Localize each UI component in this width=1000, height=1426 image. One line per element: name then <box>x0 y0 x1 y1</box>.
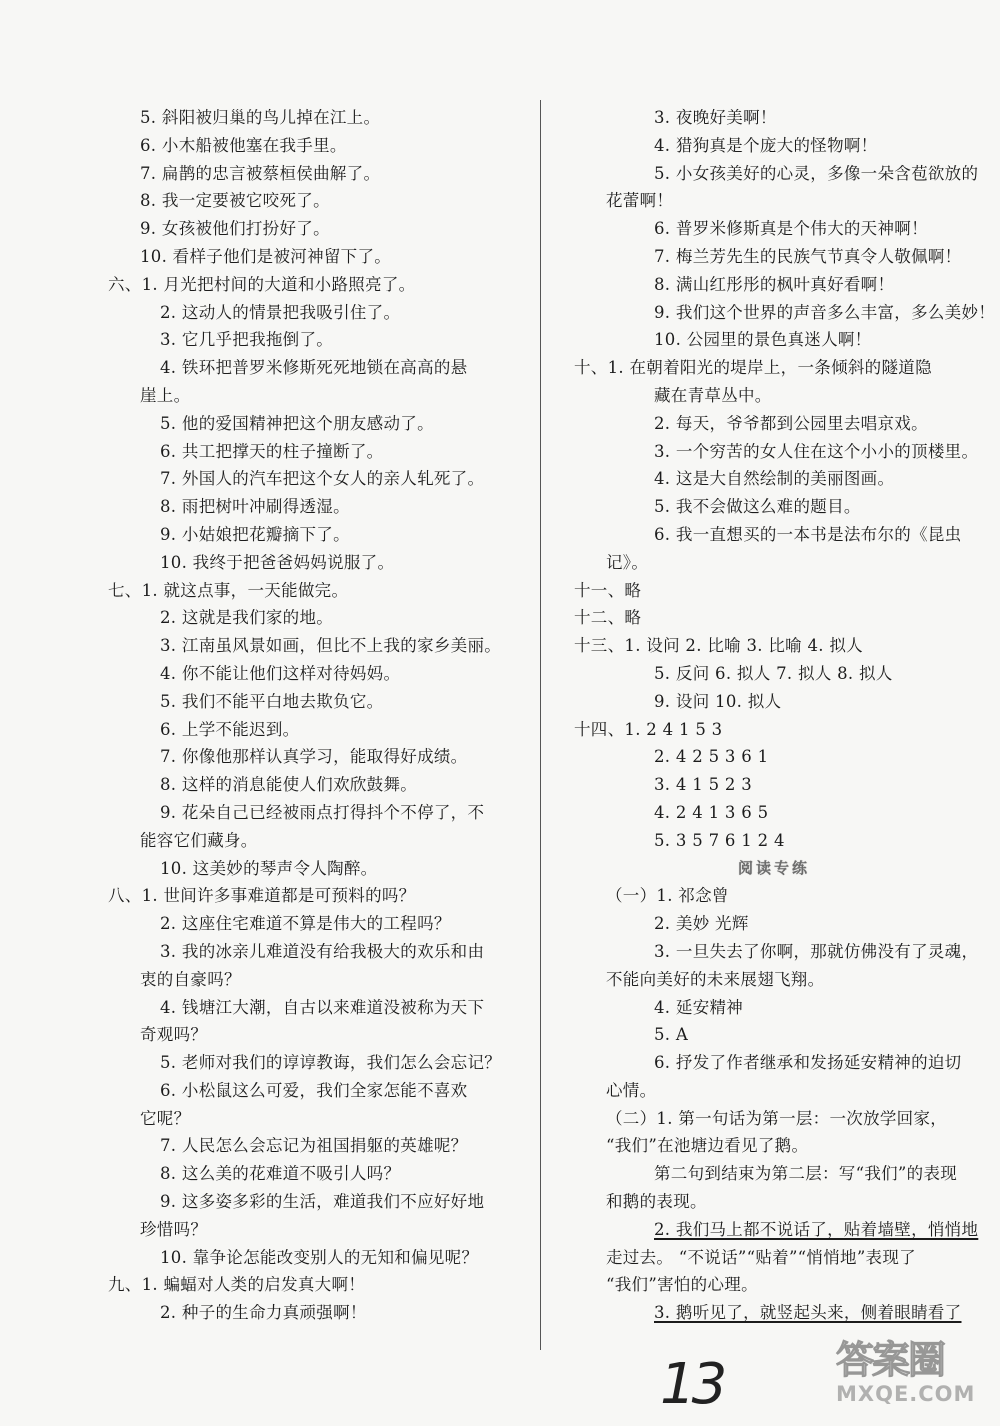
answer-line: 7. 外国人的汽车把这个女人的亲人轧死了。 <box>160 469 485 489</box>
answer-line: 走过去。 “不说话”“贴着”“悄悄地”表现了 <box>606 1247 916 1267</box>
answer-line: 2. 种子的生命力真顽强啊！ <box>160 1303 367 1323</box>
answer-line: 10. 我终于把爸爸妈妈说服了。 <box>160 552 395 572</box>
answer-line: 它呢？ <box>140 1108 191 1128</box>
answer-line: 5. 我们不能平白地去欺负它。 <box>160 691 384 711</box>
answer-line: 2. 4 2 5 3 6 1 <box>654 747 769 767</box>
answer-line: 3. 夜晚好美啊！ <box>654 108 777 127</box>
answer-line: 3. 4 1 5 2 3 <box>654 775 753 795</box>
answer-line: 3. 江南虽风景如画，但比不上我的家乡美丽。 <box>160 636 502 656</box>
answer-line: 8. 我一定要被它咬死了。 <box>140 191 330 211</box>
answer-line: 6. 上学不能迟到。 <box>160 719 300 739</box>
answer-line: 崖上。 <box>140 385 191 405</box>
answer-line: 6. 抒发了作者继承和发扬延安精神的迫切 <box>654 1053 962 1073</box>
answer-line: 7. 你像他那样认真学习，能取得好成绩。 <box>160 747 468 767</box>
right-column <box>574 104 996 1327</box>
answer-line: 能容它们藏身。 <box>140 830 258 850</box>
answer-line: 3. 一个穷苦的女人住在这个小小的顶楼里。 <box>654 441 979 461</box>
answer-line: 2. 这动人的情景把我吸引住了。 <box>160 302 401 322</box>
answer-line: 9. 花朵自己已经被雨点打得抖个不停了，不 <box>160 802 485 822</box>
answer-line: 9. 这多姿多彩的生活，难道我们不应好好地 <box>160 1192 485 1212</box>
answer-line: 十四、1. 2 4 1 5 3 <box>574 719 723 739</box>
answer-line: 10. 靠争论怎能改变别人的无知和偏见呢？ <box>160 1247 479 1267</box>
answer-line: 8. 这样的消息能使人们欢欣鼓舞。 <box>160 775 418 795</box>
answer-line: 5. 斜阳被归巢的鸟儿掉在江上。 <box>140 108 381 127</box>
answer-line: 8. 这么美的花难道不吸引人吗？ <box>160 1164 401 1184</box>
answer-line: 9. 女孩被他们打扮好了。 <box>140 219 330 239</box>
answer-line: 藏在青草丛中。 <box>654 385 772 405</box>
column-divider <box>540 100 541 1350</box>
answer-line: 八、1. 世间许多事难道都是可预料的吗？ <box>108 886 416 906</box>
answer-line: 七、1. 就这点事，一天能做完。 <box>108 580 349 600</box>
answer-line: 5. A <box>654 1025 689 1045</box>
answer-line: 十三、1. 设问 2. 比喻 3. 比喻 4. 拟人 <box>574 636 863 656</box>
answer-line: 3. 它几乎把我拖倒了。 <box>160 330 334 350</box>
answer-line: 7. 梅兰芳先生的民族气节真令人敬佩啊！ <box>654 246 962 266</box>
answer-line: （二）1. 第一句话为第一层：一次放学回家， <box>606 1108 948 1128</box>
answer-line: 花蕾啊！ <box>606 191 674 211</box>
answer-line: （一）1. 祁念曾 <box>606 886 729 906</box>
watermark-logo-text: 答案圈 <box>836 1338 945 1382</box>
answer-line: 记》。 <box>606 552 649 572</box>
answer-line: 8. 雨把树叶冲刷得透湿。 <box>160 497 350 517</box>
answer-line: 6. 小松鼠这么可爱，我们全家怎能不喜欢 <box>160 1080 468 1100</box>
answer-line: “我们”在池塘边看见了鹅。 <box>606 1136 809 1156</box>
answer-line: 5. 老师对我们的谆谆教诲，我们怎么会忘记？ <box>160 1053 502 1073</box>
answer-line: 6. 我一直想买的一本书是法布尔的《昆虫 <box>654 524 962 544</box>
answer-line: 4. 猎狗真是个庞大的怪物啊！ <box>654 135 878 155</box>
answer-line: 4. 延安精神 <box>654 997 744 1017</box>
answer-line: 6. 共工把撑天的柱子撞断了。 <box>160 441 384 461</box>
answer-line: 7. 人民怎么会忘记为祖国捐躯的英雄呢？ <box>160 1136 468 1156</box>
answer-line: 十、1. 在朝着阳光的堤岸上，一条倾斜的隧道隐 <box>574 358 932 378</box>
answer-line: 6. 普罗米修斯真是个伟大的天神啊！ <box>654 219 928 239</box>
answer-line: 第二句到结束为第二层：写“我们”的表现 <box>654 1164 958 1184</box>
answer-line: 4. 2 4 1 3 6 5 <box>654 802 769 822</box>
left-column <box>108 104 528 1327</box>
answer-line: 10. 公园里的景色真迷人啊！ <box>654 330 872 350</box>
answer-line: 不能向美好的未来展翅飞翔。 <box>606 969 825 989</box>
answer-line: 6. 小木船被他塞在我手里。 <box>140 135 347 155</box>
answer-line: 9. 我们这个世界的声音多么丰富，多么美妙！ <box>654 302 996 322</box>
answer-line: 和鹅的表现。 <box>606 1192 707 1212</box>
answer-line <box>574 1216 979 1244</box>
answer-line: 10. 这美妙的琴声令人陶醉。 <box>160 858 378 878</box>
section-heading: 阅读专练 <box>737 858 810 877</box>
answer-line: 珍惜吗？ <box>140 1219 208 1239</box>
answer-line: 4. 你不能让他们这样对待妈妈。 <box>160 663 401 683</box>
answer-line: 8. 满山红彤彤的枫叶真好看啊！ <box>654 274 895 294</box>
answer-line: 奇观吗？ <box>140 1025 208 1045</box>
answer-line: 7. 扁鹊的忠言被蔡桓侯曲解了。 <box>140 163 381 183</box>
answer-line: 5. 小女孩美好的心灵，多像一朵含苞欲放的 <box>654 163 979 183</box>
answer-line: 4. 铁环把普罗米修斯死死地锁在高高的悬 <box>160 358 468 378</box>
answer-line: 3. 我的冰亲儿难道没有给我极大的欢乐和由 <box>160 941 485 961</box>
answer-line: 5. 他的爱国精神把这个朋友感动了。 <box>160 413 434 433</box>
answer-line: 5. 3 5 7 6 1 2 4 <box>654 830 785 850</box>
answer-line: 5. 我不会做这么难的题目。 <box>654 497 861 517</box>
answer-line: 9. 小姑娘把花瓣摘下了。 <box>160 524 350 544</box>
answer-line: 2. 这就是我们家的地。 <box>160 608 334 628</box>
underlined-text: 2. 我们马上都不说话了，贴着墙壁，悄悄地 <box>654 1219 979 1239</box>
answer-line: 九、1. 蝙蝠对人类的启发真大啊！ <box>108 1275 366 1295</box>
watermark-logo <box>836 1338 986 1418</box>
answer-line: 2. 这座住宅难道不算是伟大的工程吗？ <box>160 914 451 934</box>
answer-line: 4. 钱塘江大潮，自古以来难道没被称为天下 <box>160 997 485 1017</box>
watermark-site: MXQE.COM <box>836 1382 976 1406</box>
answer-line: 十一、略 <box>574 580 642 600</box>
underlined-text: 3. 鹅听见了，就竖起头来，侧着眼睛看了 <box>654 1303 962 1323</box>
answer-line: 4. 这是大自然绘制的美丽图画。 <box>654 469 895 489</box>
answer-line: 心情。 <box>606 1080 657 1100</box>
answer-line: 衷的自豪吗？ <box>140 969 241 989</box>
answer-line: 2. 每天，爷爷都到公园里去唱京戏。 <box>654 413 928 433</box>
answer-line: 5. 反问 6. 拟人 7. 拟人 8. 拟人 <box>654 663 893 683</box>
page-number: 13 <box>660 1352 724 1417</box>
answer-line: 10. 看样子他们是被河神留下了。 <box>140 246 392 266</box>
answer-line: “我们”害怕的心理。 <box>606 1275 758 1295</box>
answer-line: 3. 一旦失去了你啊，那就仿佛没有了灵魂， <box>654 941 979 961</box>
answer-line: 六、1. 月光把村间的大道和小路照亮了。 <box>108 274 416 294</box>
answer-line: 2. 美妙 光辉 <box>654 914 749 934</box>
answer-line: 十二、略 <box>574 608 642 628</box>
answer-line: 9. 设问 10. 拟人 <box>654 691 782 711</box>
answer-line <box>574 1299 974 1327</box>
